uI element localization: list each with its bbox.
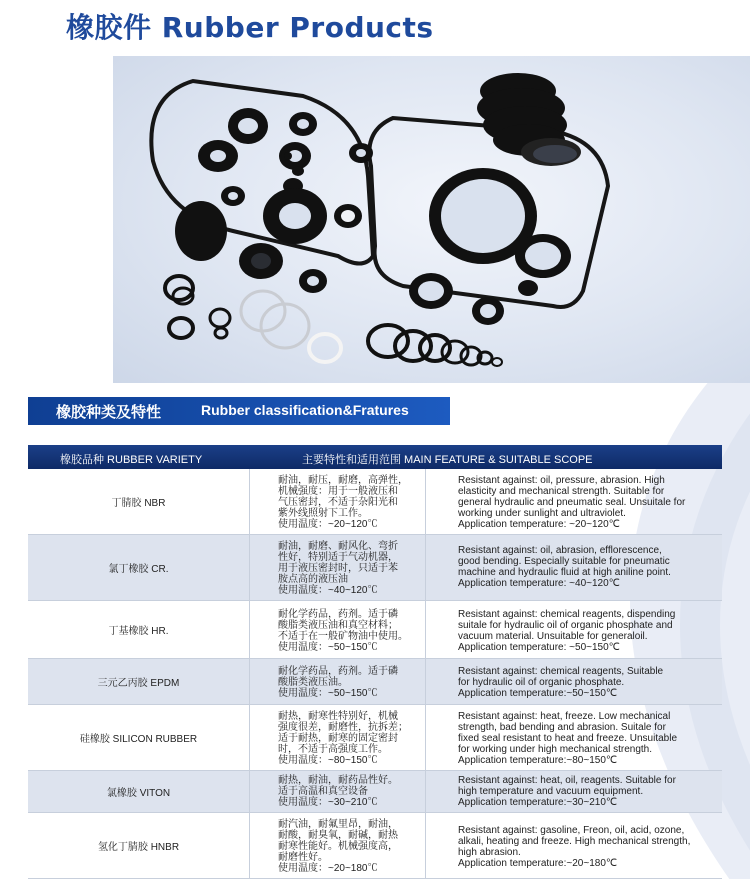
table-row xyxy=(28,705,722,771)
feature-zh-cell: 耐油，耐磨、耐风化、弯折 性好，特别适于气动机器， 用于液压密封时，只适于苯 胺点高的液压油 使用温度：~40~120℃ xyxy=(278,541,398,596)
table-row xyxy=(28,469,722,535)
table-row xyxy=(28,813,722,879)
variety-cell: 氯丁橡胶 CR. xyxy=(28,535,250,600)
variety-cell: 三元乙丙胶 EPDM xyxy=(28,659,250,704)
header-variety: 橡胶品种 RUBBER VARIETY xyxy=(60,454,203,466)
feature-en-cell: Resistant against: chemical reagents, Suitable for hydraulic oil of organic phosphate. Application temperature:~50~150℃ xyxy=(458,666,664,699)
table-header xyxy=(28,445,722,469)
variety-cell: 氢化丁腈胶 HNBR xyxy=(28,813,250,878)
feature-en-cell: Resistant against: heat, oil, reagents. Suitable for high temperature and vacuum equipment. Application temperature:~30~210℃ xyxy=(458,775,676,808)
table-row xyxy=(28,771,722,813)
feature-zh-cell: 耐化学药品，药剂。适于磷 酸脂类液压油和真空材料； 不适于在一般矿物油中使用。 使用温度：~50~150℃ xyxy=(278,609,408,653)
table-row xyxy=(28,659,722,705)
feature-en-cell: Resistant against: oil, abrasion, efflorescence, good bending. Especially suitable for pneumatic machine and hydraulic fluid at high aniline point. Application temperature: ~40~120℃ xyxy=(458,545,671,589)
feature-zh-cell: 耐热，耐油，耐药品性好。 适于高温和真空设备 使用温度：~30~210℃ xyxy=(278,775,398,808)
table-row xyxy=(28,601,722,659)
feature-en-cell: Resistant against: heat, freeze. Low mechanical strength, bad bending and abrasion. Suitale for fixed seal resistant to heat and freeze. Unsuitable for working under high mechanical strength. Application temperature:~80~150℃ xyxy=(458,711,678,766)
section-heading-bar xyxy=(28,397,450,425)
page-title: 橡胶件 Rubber Products xyxy=(66,11,434,44)
rubber-products-photo xyxy=(113,56,750,383)
variety-cell: 硅橡胶 SILICON RUBBER xyxy=(28,705,250,770)
feature-zh-cell: 耐汽油，耐氟里昂，耐油， 耐酸，耐臭氧，耐碱，耐热 耐寒性能好。机械强度高， 耐磨性好。 使用温度：~20~180℃ xyxy=(278,819,398,874)
table-row xyxy=(28,535,722,601)
feature-zh-cell: 耐热，耐寒性特别好，机械 强度很差，耐磨性，抗拆差； 适于耐热，耐寒的固定密封 时，不适于高强度工作。 使用温度：~80~150℃ xyxy=(278,711,408,766)
variety-cell: 丁基橡胶 HR. xyxy=(28,601,250,658)
section-title-zh: 橡胶种类及特性 xyxy=(56,403,162,421)
header-feature: 主要特性和适用范围 MAIN FEATURE & SUITABLE SCOPE xyxy=(302,454,593,466)
feature-en-cell: Resistant against: oil, pressure, abrasion. High elasticity and mechanical strength. Suitable for general hydraulic and pneumatic seal. Unsuitale for working under sunlight and ultraviolet. Application temperature: ~20~120℃ xyxy=(458,475,686,530)
feature-en-cell: Resistant against: gasoline, Freon, oil, acid, ozone, alkali, heating and freeze. High mechanical strength, high abrasion. Application temperature:~20~180℃ xyxy=(458,825,691,869)
feature-zh-cell: 耐化学药品，药剂。适于磷 酸脂类液压油。 使用温度：~50~150℃ xyxy=(278,666,398,699)
variety-cell: 丁腈胶 NBR xyxy=(28,469,250,534)
feature-en-cell: Resistant against: chemical reagents, dispending suitale for hydraulic oil of organic phosphate and vacuum material. Unsuitable for generaloil. Application temperature: ~50~150℃ xyxy=(458,609,676,653)
section-title-en: Rubber classification&Fratures xyxy=(201,402,409,418)
feature-zh-cell: 耐油，耐压，耐磨，高弹性， 机械强度：用于一般液压和 气压密封，不适于杂阳光和 紫外线照射下工作。 使用温度：~20~120℃ xyxy=(278,475,408,530)
variety-cell: 氯橡胶 VITON xyxy=(28,771,250,812)
